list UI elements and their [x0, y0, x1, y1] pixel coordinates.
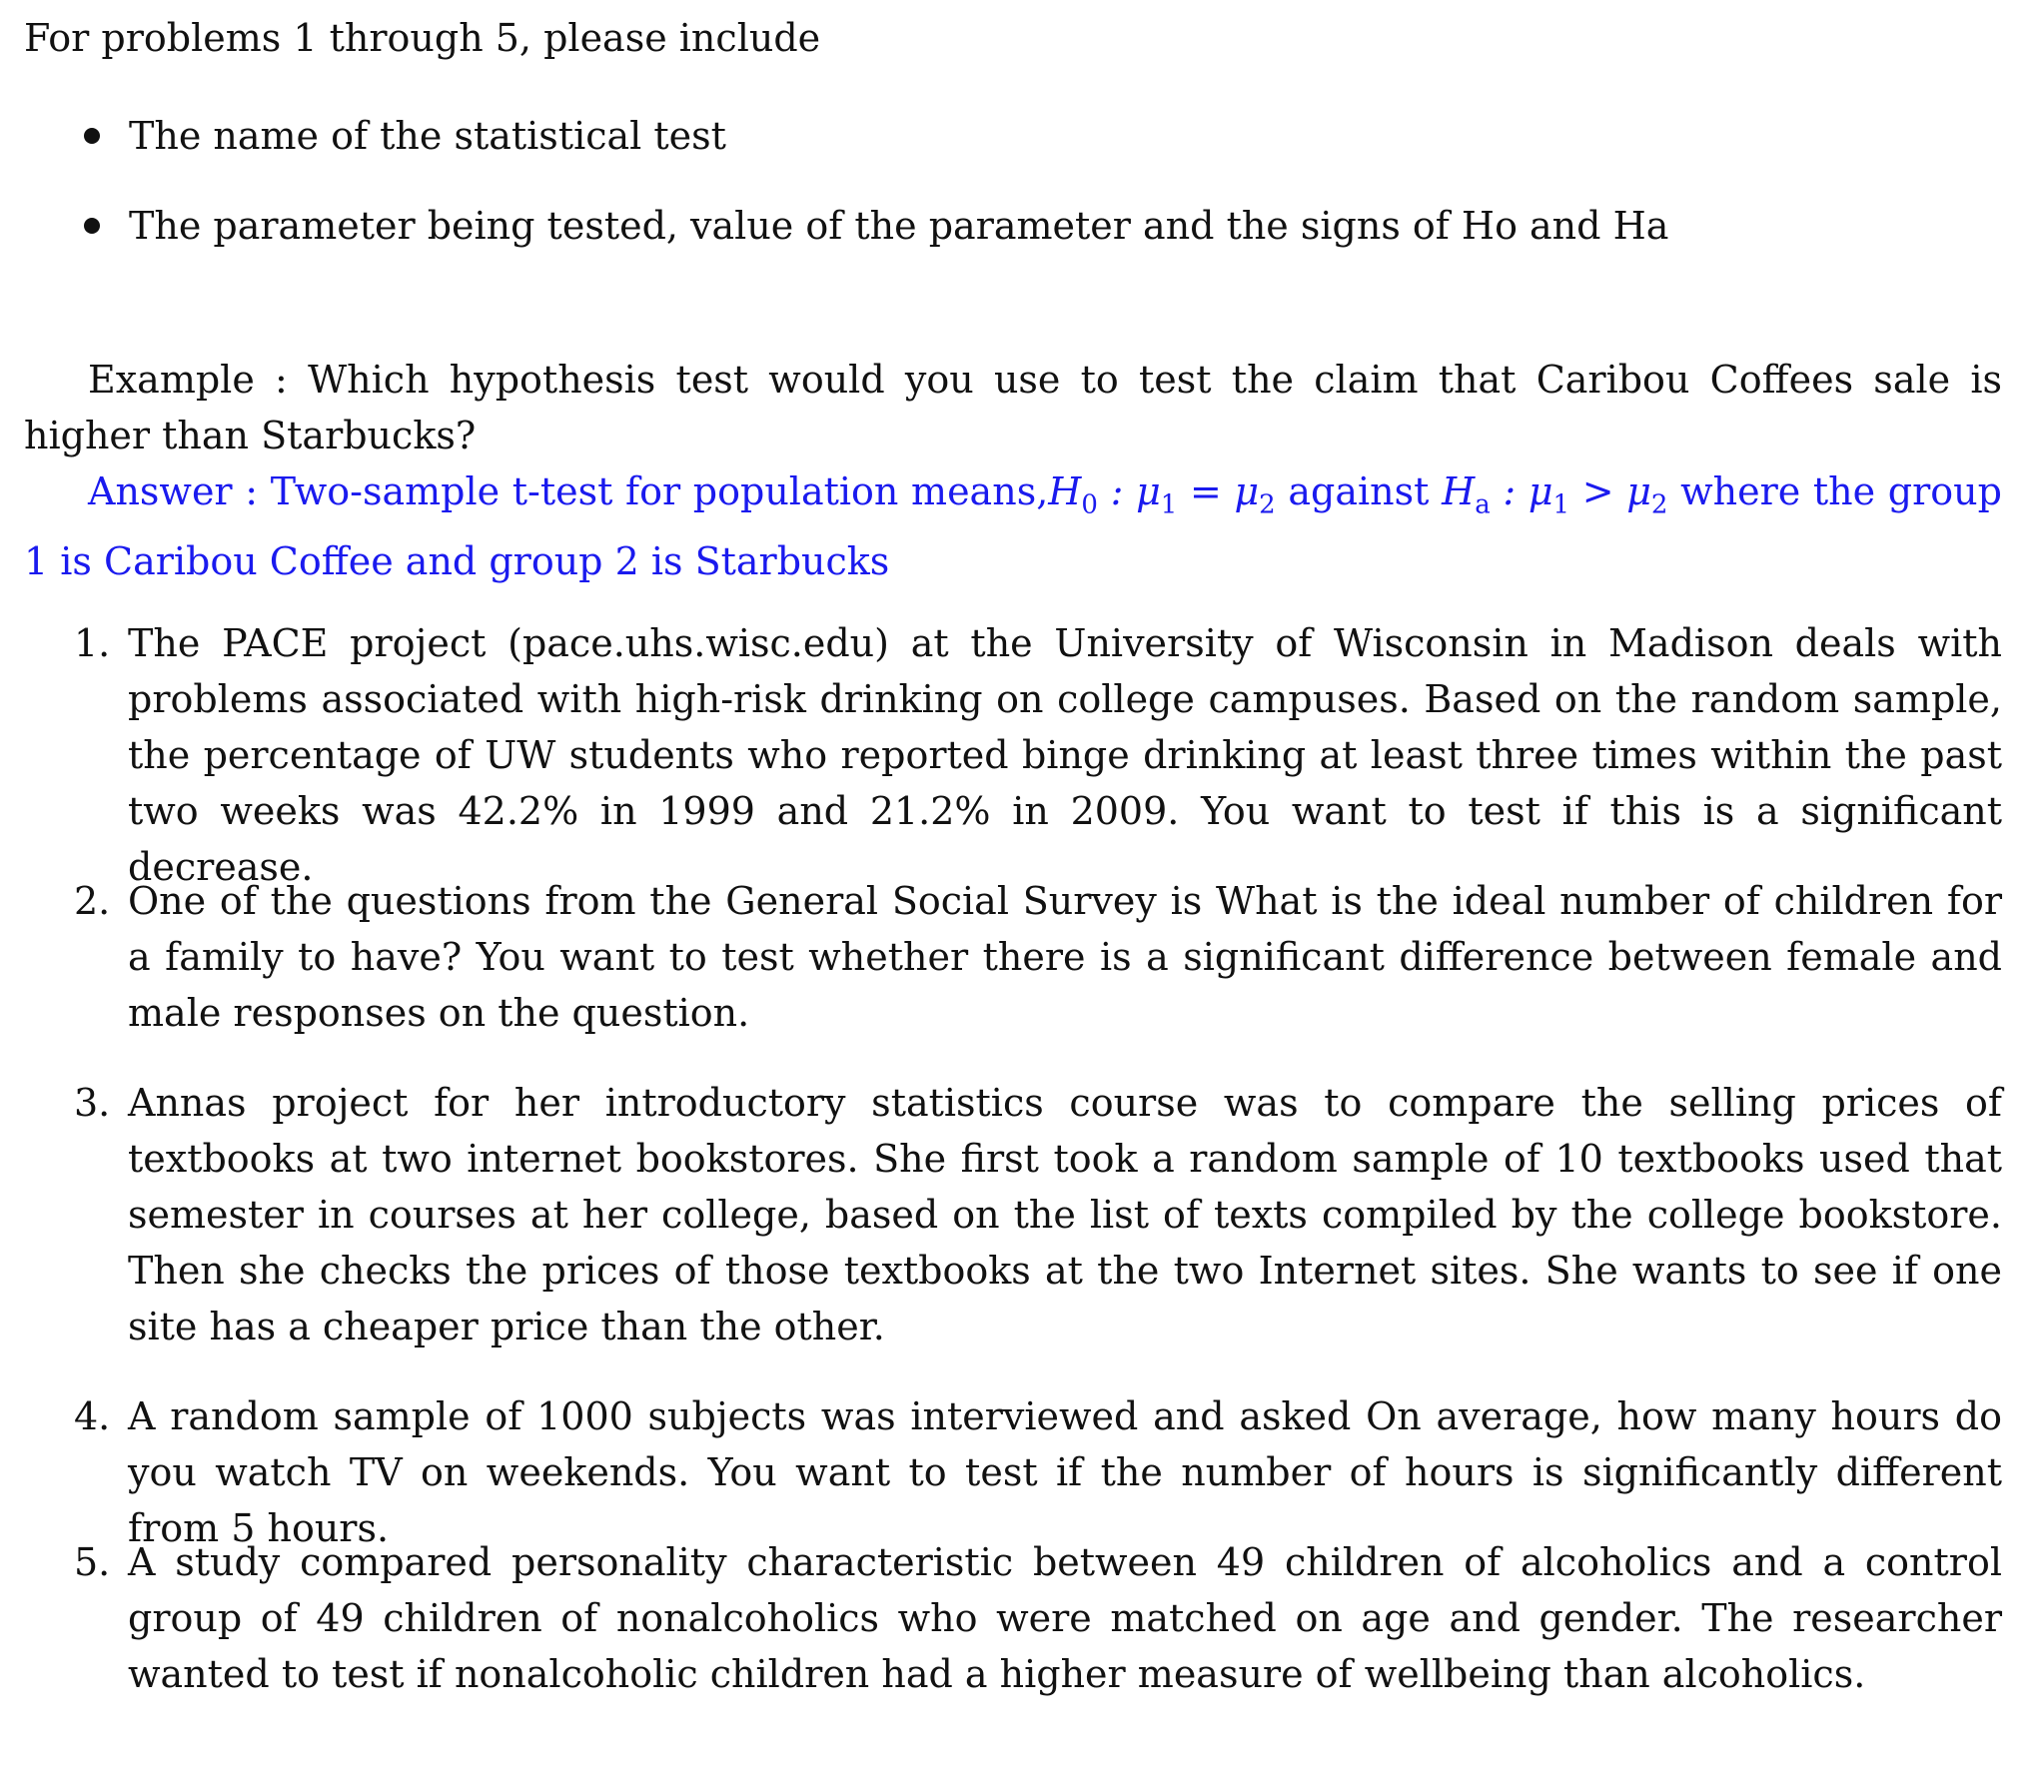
- intro-text: For problems 1 through 5, please include: [24, 16, 821, 60]
- answer-against: against: [1275, 469, 1443, 513]
- problem-number: 3.: [74, 1081, 111, 1125]
- answer-prefix: Answer : Two-sample t-test for population means,: [88, 469, 1049, 513]
- problem-text: The PACE project (pace.uhs.wisc.edu) at the University of Wisconsin in Madison deals with problems associated with high-risk drinking on college campuses. Based on the random sample, the percentage of UW students who reported binge drinking at least three times within the past two weeks was 42.2% in 1999 and 21.2% in 2009. You want to test if this is a significant decrease.: [128, 621, 2002, 889]
- problem-text: A random sample of 1000 subjects was interviewed and asked On average, how many hours do you watch TV on weekends. You want to test if the number of hours is significantly different from 5 hours.: [128, 1394, 2002, 1550]
- null-hypothesis: $H_0$ : $\mu_1 = \mu_2$: [1048, 469, 1276, 520]
- answer-suffix: where the group 1 is Caribou Coffee and group 2 is Starbucks: [24, 469, 2002, 583]
- bullet-icon: [84, 218, 100, 234]
- problem-number: 5.: [74, 1540, 111, 1584]
- alternative-hypothesis: $H_a$ : $\mu_1 > \mu_2$: [1442, 469, 1668, 520]
- problem-text: Annas project for her introductory statistics course was to compare the selling prices of textbooks at two internet bookstores. She first took a random sample of 10 textbooks used that semester in courses at her college, based on the list of texts compiled by the college bookstore. Then she checks the prices of those textbooks at the two Internet sites. She wants to see if one site has a cheaper price than the other.: [128, 1081, 2002, 1348]
- problem-number: 2.: [74, 879, 111, 923]
- problem-number: 1.: [74, 621, 111, 665]
- example-question: Example : Which hypothesis test would you use to test the claim that Caribou Coffees sale is higher than Starbucks?: [24, 358, 2002, 457]
- bullet-icon: [84, 128, 100, 144]
- problem-text: A study compared personality characteristic between 49 children of alcoholics and a control group of 49 children of nonalcoholics who were matched on age and gender. The researcher wanted to test if nonalcoholic children had a higher measure of wellbeing than alcoholics.: [128, 1540, 2002, 1696]
- problem-number: 4.: [74, 1394, 111, 1438]
- example-answer: [24, 463, 2002, 589]
- requirement-text: The name of the statistical test: [129, 114, 726, 158]
- problem-text: One of the questions from the General Social Survey is What is the ideal number of children for a family to have? You want to test whether there is a significant difference between female and male responses on the question.: [128, 879, 2002, 1035]
- requirement-text: The parameter being tested, value of the parameter and the signs of Ho and Ha: [129, 204, 1669, 248]
